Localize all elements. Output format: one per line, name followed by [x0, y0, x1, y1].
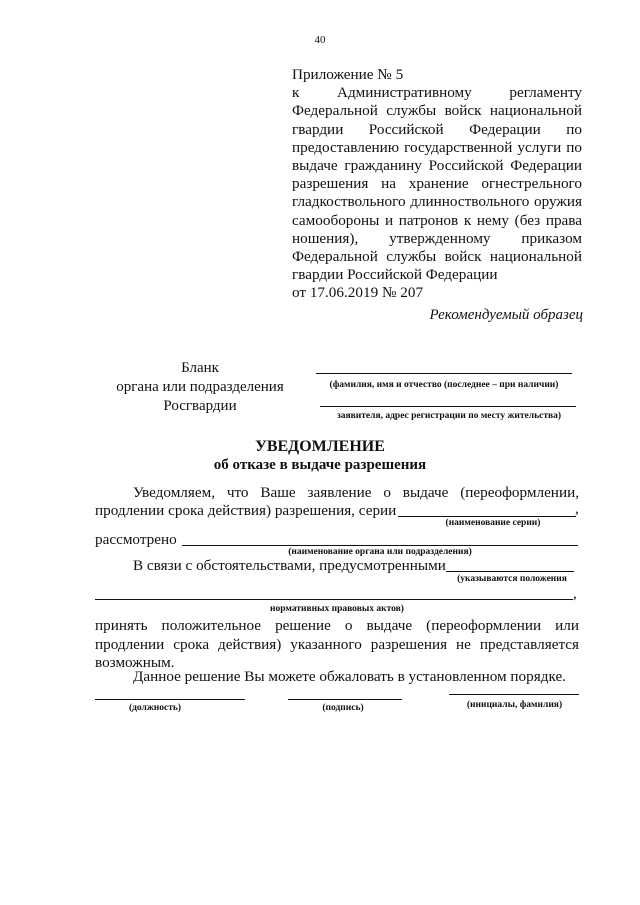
- signature-caption: (подпись): [322, 703, 364, 713]
- acts-blank-line: [95, 599, 573, 600]
- recommended-sample-label: Рекомендуемый образец: [429, 307, 583, 323]
- signature-blank-line: [288, 699, 402, 700]
- position-caption: (должность): [128, 703, 182, 713]
- notice-subtitle: об отказе в выдаче разрешения: [213, 457, 427, 473]
- address-caption: заявителя, адрес регистрации по месту жительства): [336, 411, 562, 421]
- notify-line-2: продлении срока действия) разрешения, серии: [95, 502, 397, 519]
- notify-line-1: Уведомляем, что Ваше заявление о выдаче (переоформлении,: [133, 484, 579, 501]
- organ-caption: (наименование органа или подразделения): [288, 547, 472, 557]
- notice-title: УВЕДОМЛЕНИЕ: [255, 438, 385, 455]
- letterhead-line-1: Бланк: [181, 360, 219, 376]
- appendix-order-date: от 17.06.2019 № 207: [292, 284, 424, 302]
- considered-label: рассмотрено: [95, 531, 177, 548]
- acts-comma: ,: [573, 585, 577, 602]
- fio-blank-line: [316, 373, 572, 374]
- appeal-text: Данное решение Вы можете обжаловать в установленном порядке.: [133, 668, 566, 685]
- initials-caption: (инициалы, фамилия): [466, 700, 563, 710]
- series-caption: (наименование серии): [445, 518, 541, 528]
- letterhead-line-3: Росгвардии: [163, 398, 237, 414]
- position-blank-line: [95, 699, 245, 700]
- page-number: 40: [314, 34, 326, 46]
- decision-paragraph: принять положительное решение о выдаче (переоформлении или продлении срока действия) указанного разрешения не представляется возможным.: [95, 617, 579, 672]
- provisions-blank-line: [446, 571, 574, 572]
- initials-blank-line: [449, 694, 579, 695]
- letterhead-line-2: органа или подразделения: [116, 379, 284, 395]
- organ-blank-line: [182, 545, 578, 546]
- appendix-number: Приложение № 5: [292, 66, 404, 83]
- series-blank-line: [398, 516, 576, 517]
- provisions-caption-2: нормативных правовых актов): [270, 604, 404, 614]
- appendix-regulation-text: к Административному регламенту Федеральной службы войск национальной гвардии Российской Федерации по предоставлению государственной услуги по выдаче гражданину Российской Федерации разрешения на хранение огнестрельного гладкоствольного длинноствольного оружия самообороны и патронов к нему (без права ношения), утвержденному приказом Федеральной службы войск национальной гвардии Российской Федерации: [292, 84, 582, 284]
- appendix-header: [292, 66, 582, 303]
- letterhead-block: [100, 359, 300, 416]
- fio-caption: (фамилия, имя и отчество (последнее – при наличии): [329, 380, 559, 390]
- provisions-caption-1: (указываются положения: [457, 574, 567, 584]
- series-comma: ,: [575, 500, 579, 517]
- circumstances-text: В связи с обстоятельствами, предусмотренными: [133, 557, 446, 574]
- address-blank-line: [320, 406, 576, 407]
